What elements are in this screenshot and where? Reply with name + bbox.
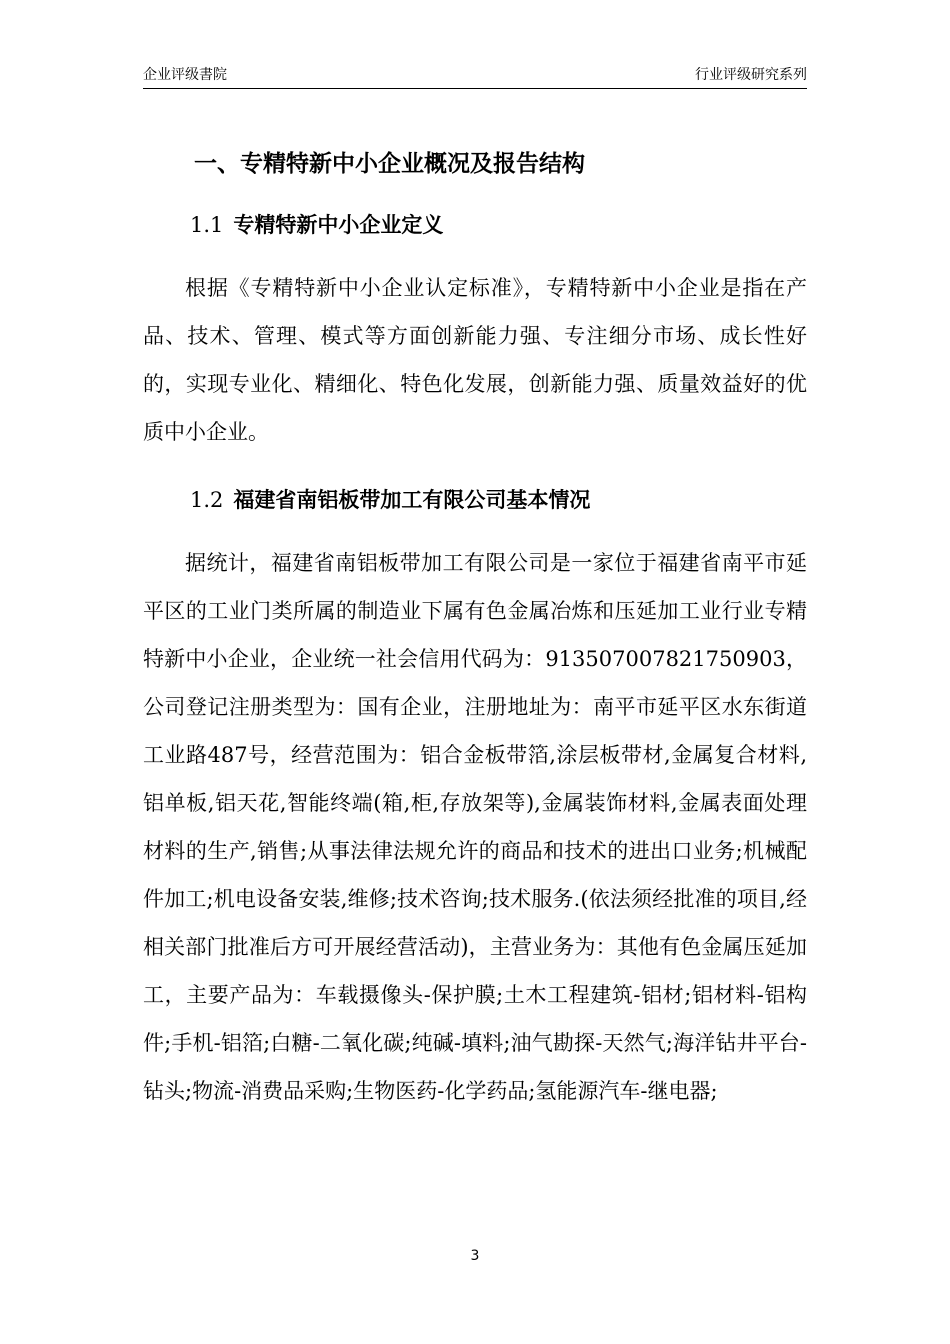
section-title: 一、专精特新中小企业概况及报告结构 bbox=[194, 150, 585, 177]
page-number: 3 bbox=[470, 1248, 480, 1264]
subsection-number: 1.2 bbox=[190, 488, 224, 512]
company-info-paragraph: 据统计，福建省南铝板带加工有限公司是一家位于福建省南平市延平区的工业门类所属的制造业下属有色金属冶炼和压延加工业行业专精特新中小企业，企业统一社会信用代码为：913507007821750903，公司登记注册类型为：国有企业，注册地址为：南平市延平区水东街道工业路487号，经营范围为：铝合金板带箔,涂层板带材,金属复合材料,铝单板,铝天花,智能终端(箱,柜,存放架等),金属装饰材料,金属表面处理材料的生产,销售;从事法律法规允许的商品和技术的进出口业务;机械配件加工;机电设备安装,维修;技术咨询;技术服务.(依法须经批准的项目,经相关部门批准后方可开展经营活动)，主营业务为：其他有色金属压延加工，主要产品为：车载摄像头-保护膜;土木工程建筑-铝材;铝材料-铝构件;手机-铝箔;白糖-二氧化碳;纯碱-填料;油气勘探-天然气;海洋钻井平台-钻头;物流-消费品采购;生物医药-化学药品;氢能源汽车-继电器; bbox=[143, 551, 807, 1103]
subsection-title-text: 福建省南铝板带加工有限公司基本情况 bbox=[233, 487, 591, 512]
page-header bbox=[143, 66, 807, 89]
subsection-number: 1.1 bbox=[190, 213, 224, 237]
definition-paragraph: 根据《专精特新中小企业认定标准》，专精特新中小企业是指在产品、技术、管理、模式等方面创新能力强、专注细分市场、成长性好的，实现专业化、精细化、特色化发展，创新能力强、质量效益好的优质中小企业。 bbox=[143, 276, 807, 444]
subsection-title-company bbox=[190, 483, 590, 517]
header-right-text: 行业评级研究系列 bbox=[695, 67, 807, 83]
subsection-title-definition bbox=[190, 208, 443, 242]
subsection-title-text: 专精特新中小企业定义 bbox=[233, 212, 444, 237]
header-left-text: 企业评级書院 bbox=[143, 67, 227, 83]
